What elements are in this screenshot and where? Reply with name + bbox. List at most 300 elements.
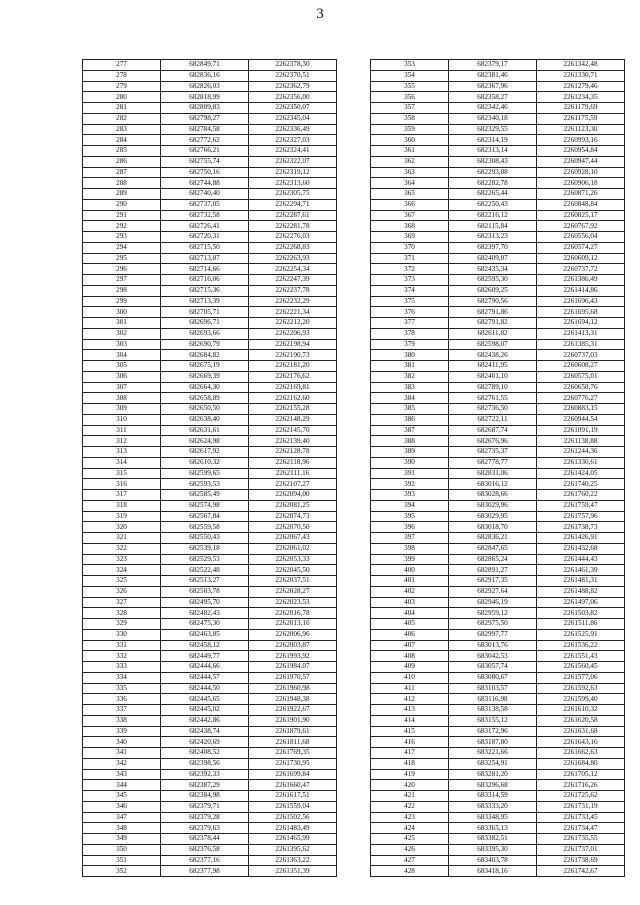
table-row [83,371,337,382]
x-coordinate-cell: 682522,48 [161,565,249,576]
x-coordinate-cell: 682329,55 [449,124,537,135]
y-coordinate-cell: 2262268,83 [249,242,337,253]
point-number-cell: 316 [83,479,161,490]
table-row [371,855,625,866]
point-number-cell: 394 [371,500,449,511]
table-row [83,253,337,264]
table-row [371,167,625,178]
y-coordinate-cell: 2261175,59 [537,113,625,124]
x-coordinate-cell: 682574,98 [161,500,249,511]
point-number-cell: 305 [83,361,161,372]
y-coordinate-cell: 2261525,91 [537,629,625,640]
table-row [371,414,625,425]
point-number-cell: 337 [83,705,161,716]
x-coordinate-cell: 682778,77 [449,457,537,468]
x-coordinate-cell: 682314,19 [449,135,537,146]
point-number-cell: 334 [83,672,161,683]
table-row [83,124,337,135]
table-row [371,683,625,694]
point-number-cell: 412 [371,694,449,705]
x-coordinate-cell: 683028,66 [449,490,537,501]
y-coordinate-cell: 2261694,12 [537,318,625,329]
point-number-cell: 395 [371,511,449,522]
y-coordinate-cell: 2260575,01 [537,371,625,382]
point-number-cell: 321 [83,533,161,544]
x-coordinate-cell: 682744,88 [161,178,249,189]
point-number-cell: 359 [371,124,449,135]
point-number-cell: 319 [83,511,161,522]
point-number-cell: 309 [83,404,161,415]
point-number-cell: 354 [371,70,449,81]
point-number-cell: 284 [83,135,161,146]
x-coordinate-cell: 683187,80 [449,737,537,748]
x-coordinate-cell: 682444,66 [161,662,249,673]
point-number-cell: 426 [371,844,449,855]
y-coordinate-cell: 2261342,48 [537,60,625,71]
point-number-cell: 312 [83,436,161,447]
y-coordinate-cell: 2262370,51 [249,70,337,81]
table-row [83,457,337,468]
y-coordinate-cell: 2261684,80 [537,758,625,769]
x-coordinate-cell: 683080,67 [449,672,537,683]
point-number-cell: 403 [371,597,449,608]
y-coordinate-cell: 2262181,20 [249,361,337,372]
table-row [371,318,625,329]
table-row [83,511,337,522]
point-number-cell: 363 [371,167,449,178]
point-number-cell: 351 [83,855,161,866]
y-coordinate-cell: 2262254,34 [249,264,337,275]
table-row [371,662,625,673]
y-coordinate-cell: 2262006,96 [249,629,337,640]
point-number-cell: 415 [371,726,449,737]
point-number-cell: 322 [83,543,161,554]
table-row [371,285,625,296]
point-number-cell: 298 [83,285,161,296]
point-number-cell: 416 [371,737,449,748]
point-number-cell: 361 [371,146,449,157]
y-coordinate-cell: 2261551,43 [537,651,625,662]
table-row [83,479,337,490]
x-coordinate-cell: 682713,39 [161,296,249,307]
point-number-cell: 329 [83,619,161,630]
table-row [83,533,337,544]
point-number-cell: 358 [371,113,449,124]
point-number-cell: 423 [371,812,449,823]
point-number-cell: 375 [371,296,449,307]
point-number-cell: 366 [371,199,449,210]
x-coordinate-cell: 682791,86 [449,307,537,318]
table-row [371,425,625,436]
y-coordinate-cell: 2260993,16 [537,135,625,146]
x-coordinate-cell: 682736,50 [449,404,537,415]
point-number-cell: 315 [83,468,161,479]
point-number-cell: 346 [83,801,161,812]
x-coordinate-cell: 682342,46 [449,103,537,114]
point-number-cell: 421 [371,791,449,802]
x-coordinate-cell: 682609,25 [449,285,537,296]
point-number-cell: 308 [83,393,161,404]
point-number-cell: 347 [83,812,161,823]
point-number-cell: 355 [371,81,449,92]
y-coordinate-cell: 2262013,16 [249,619,337,630]
x-coordinate-cell: 682379,71 [161,801,249,812]
table-row [83,242,337,253]
x-coordinate-cell: 682445,65 [161,694,249,705]
table-row [371,479,625,490]
x-coordinate-cell: 682475,30 [161,619,249,630]
y-coordinate-cell: 2262287,61 [249,210,337,221]
x-coordinate-cell: 682409,07 [449,253,537,264]
y-coordinate-cell: 2260954,84 [537,146,625,157]
table-row [83,662,337,673]
point-number-cell: 368 [371,221,449,232]
point-number-cell: 384 [371,393,449,404]
table-row [83,769,337,780]
y-coordinate-cell: 2261662,63 [537,748,625,759]
x-coordinate-cell: 682809,83 [161,103,249,114]
y-coordinate-cell: 2262081,25 [249,500,337,511]
y-coordinate-cell: 2262322,07 [249,156,337,167]
point-number-cell: 296 [83,264,161,275]
y-coordinate-cell: 2261879,61 [249,726,337,737]
x-coordinate-cell: 682740,40 [161,189,249,200]
table-row [83,500,337,511]
table-row [83,522,337,533]
table-row [371,812,625,823]
table-row [371,178,625,189]
table-row [371,81,625,92]
coordinates-table-right [370,59,625,877]
point-number-cell: 369 [371,232,449,243]
point-number-cell: 302 [83,328,161,339]
x-coordinate-cell: 682398,56 [161,758,249,769]
y-coordinate-cell: 2262362,79 [249,81,337,92]
x-coordinate-cell: 682789,10 [449,382,537,393]
y-coordinate-cell: 2262037,51 [249,576,337,587]
point-number-cell: 317 [83,490,161,501]
table-row [83,414,337,425]
table-row [371,490,625,501]
point-number-cell: 292 [83,221,161,232]
y-coordinate-cell: 2260609,12 [537,253,625,264]
x-coordinate-cell: 682818,99 [161,92,249,103]
point-number-cell: 364 [371,178,449,189]
y-coordinate-cell: 2261414,86 [537,285,625,296]
y-coordinate-cell: 2262162,60 [249,393,337,404]
table-row [371,791,625,802]
y-coordinate-cell: 2262067,43 [249,533,337,544]
table-row [83,275,337,286]
table-row [371,844,625,855]
y-coordinate-cell: 2260906,18 [537,178,625,189]
table-row [371,705,625,716]
table-row [371,694,625,705]
point-number-cell: 285 [83,146,161,157]
y-coordinate-cell: 2262094,00 [249,490,337,501]
y-coordinate-cell: 2262145,70 [249,425,337,436]
y-coordinate-cell: 2261922,67 [249,705,337,716]
y-coordinate-cell: 2261123,30 [537,124,625,135]
table-row [83,328,337,339]
y-coordinate-cell: 2261234,35 [537,92,625,103]
point-number-cell: 417 [371,748,449,759]
point-number-cell: 428 [371,866,449,877]
y-coordinate-cell: 2261643,16 [537,737,625,748]
y-coordinate-cell: 2261993,92 [249,651,337,662]
x-coordinate-cell: 682766,21 [161,146,249,157]
point-number-cell: 365 [371,189,449,200]
table-row [83,597,337,608]
y-coordinate-cell: 2262356,00 [249,92,337,103]
x-coordinate-cell: 682595,30 [449,275,537,286]
table-row [83,576,337,587]
x-coordinate-cell: 683018,70 [449,522,537,533]
y-coordinate-cell: 2261577,06 [537,672,625,683]
x-coordinate-cell: 682847,65 [449,543,537,554]
y-coordinate-cell: 2262378,30 [249,60,337,71]
x-coordinate-cell: 682726,41 [161,221,249,232]
table-row [371,758,625,769]
x-coordinate-cell: 682379,63 [161,823,249,834]
table-row [371,371,625,382]
x-coordinate-cell: 682836,21 [449,533,537,544]
table-row [83,361,337,372]
x-coordinate-cell: 682865,24 [449,554,537,565]
table-row [371,146,625,157]
y-coordinate-cell: 2262190,73 [249,350,337,361]
x-coordinate-cell: 682917,35 [449,576,537,587]
table-row [83,146,337,157]
x-coordinate-cell: 682716,06 [161,275,249,286]
table-row [83,608,337,619]
table-row [83,565,337,576]
y-coordinate-cell: 2261330,71 [537,70,625,81]
y-coordinate-cell: 2262281,78 [249,221,337,232]
table-row [371,457,625,468]
point-number-cell: 332 [83,651,161,662]
x-coordinate-cell: 682638,40 [161,414,249,425]
point-number-cell: 393 [371,490,449,501]
table-row [371,199,625,210]
x-coordinate-cell: 682997,77 [449,629,537,640]
x-coordinate-cell: 682539,18 [161,543,249,554]
y-coordinate-cell: 2261279,46 [537,81,625,92]
y-coordinate-cell: 2262313,60 [249,178,337,189]
x-coordinate-cell: 682826,03 [161,81,249,92]
point-number-cell: 389 [371,447,449,458]
table-row [83,705,337,716]
table-row [83,318,337,329]
y-coordinate-cell: 2262294,71 [249,199,337,210]
point-number-cell: 372 [371,264,449,275]
y-coordinate-cell: 2261725,62 [537,791,625,802]
x-coordinate-cell: 682714,66 [161,264,249,275]
table-row [371,393,625,404]
point-number-cell: 418 [371,758,449,769]
y-coordinate-cell: 2261948,38 [249,694,337,705]
y-coordinate-cell: 2262327,03 [249,135,337,146]
point-number-cell: 387 [371,425,449,436]
point-number-cell: 350 [83,844,161,855]
point-number-cell: 301 [83,318,161,329]
point-number-cell: 335 [83,683,161,694]
y-coordinate-cell: 2260658,76 [537,382,625,393]
x-coordinate-cell: 682696,71 [161,318,249,329]
point-number-cell: 287 [83,167,161,178]
point-number-cell: 327 [83,597,161,608]
x-coordinate-cell: 682610,32 [161,457,249,468]
x-coordinate-cell: 682458,12 [161,640,249,651]
y-coordinate-cell: 2262324,41 [249,146,337,157]
table-row [371,436,625,447]
point-number-cell: 311 [83,425,161,436]
table-row [371,640,625,651]
point-number-cell: 323 [83,554,161,565]
y-coordinate-cell: 2261426,91 [537,533,625,544]
point-number-cell: 425 [371,834,449,845]
table-row [83,801,337,812]
table-row [83,178,337,189]
table-row [83,285,337,296]
y-coordinate-cell: 2262247,39 [249,275,337,286]
table-row [371,242,625,253]
x-coordinate-cell: 682445,02 [161,705,249,716]
point-number-cell: 280 [83,92,161,103]
table-row [83,737,337,748]
table-row [371,275,625,286]
y-coordinate-cell: 2261696,43 [537,296,625,307]
x-coordinate-cell: 682384,98 [161,791,249,802]
point-number-cell: 414 [371,715,449,726]
x-coordinate-cell: 682735,37 [449,447,537,458]
x-coordinate-cell: 682250,43 [449,199,537,210]
y-coordinate-cell: 2261631,68 [537,726,625,737]
table-row [371,522,625,533]
coordinates-table-left [82,59,337,877]
point-number-cell: 341 [83,748,161,759]
point-number-cell: 420 [371,780,449,791]
point-number-cell: 378 [371,328,449,339]
y-coordinate-cell: 2262045,50 [249,565,337,576]
x-coordinate-cell: 682567,84 [161,511,249,522]
x-coordinate-cell: 682550,43 [161,533,249,544]
x-coordinate-cell: 682585,49 [161,490,249,501]
y-coordinate-cell: 2260767,92 [537,221,625,232]
table-row [371,382,625,393]
y-coordinate-cell: 2261737,01 [537,844,625,855]
point-number-cell: 294 [83,242,161,253]
point-number-cell: 318 [83,500,161,511]
point-number-cell: 279 [83,81,161,92]
x-coordinate-cell: 682599,65 [161,468,249,479]
point-number-cell: 391 [371,468,449,479]
y-coordinate-cell: 2262148,29 [249,414,337,425]
table-row [83,221,337,232]
x-coordinate-cell: 683395,30 [449,844,537,855]
table-row [83,339,337,350]
x-coordinate-cell: 682438,74 [161,726,249,737]
table-row [83,651,337,662]
point-number-cell: 340 [83,737,161,748]
table-row [83,834,337,845]
x-coordinate-cell: 682690,79 [161,339,249,350]
table-row [371,103,625,114]
x-coordinate-cell: 682529,53 [161,554,249,565]
y-coordinate-cell: 2261497,06 [537,597,625,608]
table-row [371,737,625,748]
x-coordinate-cell: 683333,20 [449,801,537,812]
point-number-cell: 314 [83,457,161,468]
x-coordinate-cell: 682772,62 [161,135,249,146]
point-number-cell: 338 [83,715,161,726]
point-number-cell: 306 [83,371,161,382]
point-number-cell: 397 [371,533,449,544]
table-row [371,748,625,759]
y-coordinate-cell: 2261351,39 [249,866,337,877]
x-coordinate-cell: 682849,71 [161,60,249,71]
point-number-cell: 377 [371,318,449,329]
x-coordinate-cell: 682761,55 [449,393,537,404]
point-number-cell: 411 [371,683,449,694]
point-number-cell: 320 [83,522,161,533]
point-number-cell: 401 [371,576,449,587]
x-coordinate-cell: 683116,98 [449,694,537,705]
point-number-cell: 419 [371,769,449,780]
y-coordinate-cell: 2261483,49 [249,823,337,834]
y-coordinate-cell: 2261599,40 [537,694,625,705]
x-coordinate-cell: 682891,27 [449,565,537,576]
y-coordinate-cell: 2261731,19 [537,801,625,812]
table-row [83,92,337,103]
table-row [371,576,625,587]
point-number-cell: 404 [371,608,449,619]
table-row [83,855,337,866]
y-coordinate-cell: 2262305,75 [249,189,337,200]
y-coordinate-cell: 2261385,31 [537,339,625,350]
y-coordinate-cell: 2262023,53 [249,597,337,608]
point-number-cell: 402 [371,586,449,597]
y-coordinate-cell: 2262276,03 [249,232,337,243]
x-coordinate-cell: 682367,96 [449,81,537,92]
point-number-cell: 392 [371,479,449,490]
table-row [371,715,625,726]
y-coordinate-cell: 2260574,27 [537,242,625,253]
x-coordinate-cell: 682401,10 [449,371,537,382]
x-coordinate-cell: 682687,74 [449,425,537,436]
table-row [83,393,337,404]
point-number-cell: 343 [83,769,161,780]
x-coordinate-cell: 683013,76 [449,640,537,651]
table-row [371,533,625,544]
table-row [371,113,625,124]
x-coordinate-cell: 682503,78 [161,586,249,597]
point-number-cell: 297 [83,275,161,286]
table-row [371,629,625,640]
y-coordinate-cell: 2261560,45 [537,662,625,673]
y-coordinate-cell: 2262263,93 [249,253,337,264]
x-coordinate-cell: 682631,61 [161,425,249,436]
point-number-cell: 388 [371,436,449,447]
point-number-cell: 407 [371,640,449,651]
table-row [371,801,625,812]
x-coordinate-cell: 682658,89 [161,393,249,404]
table-row [371,189,625,200]
point-number-cell: 325 [83,576,161,587]
x-coordinate-cell: 682598,07 [449,339,537,350]
x-coordinate-cell: 682624,98 [161,436,249,447]
x-coordinate-cell: 683057,74 [449,662,537,673]
